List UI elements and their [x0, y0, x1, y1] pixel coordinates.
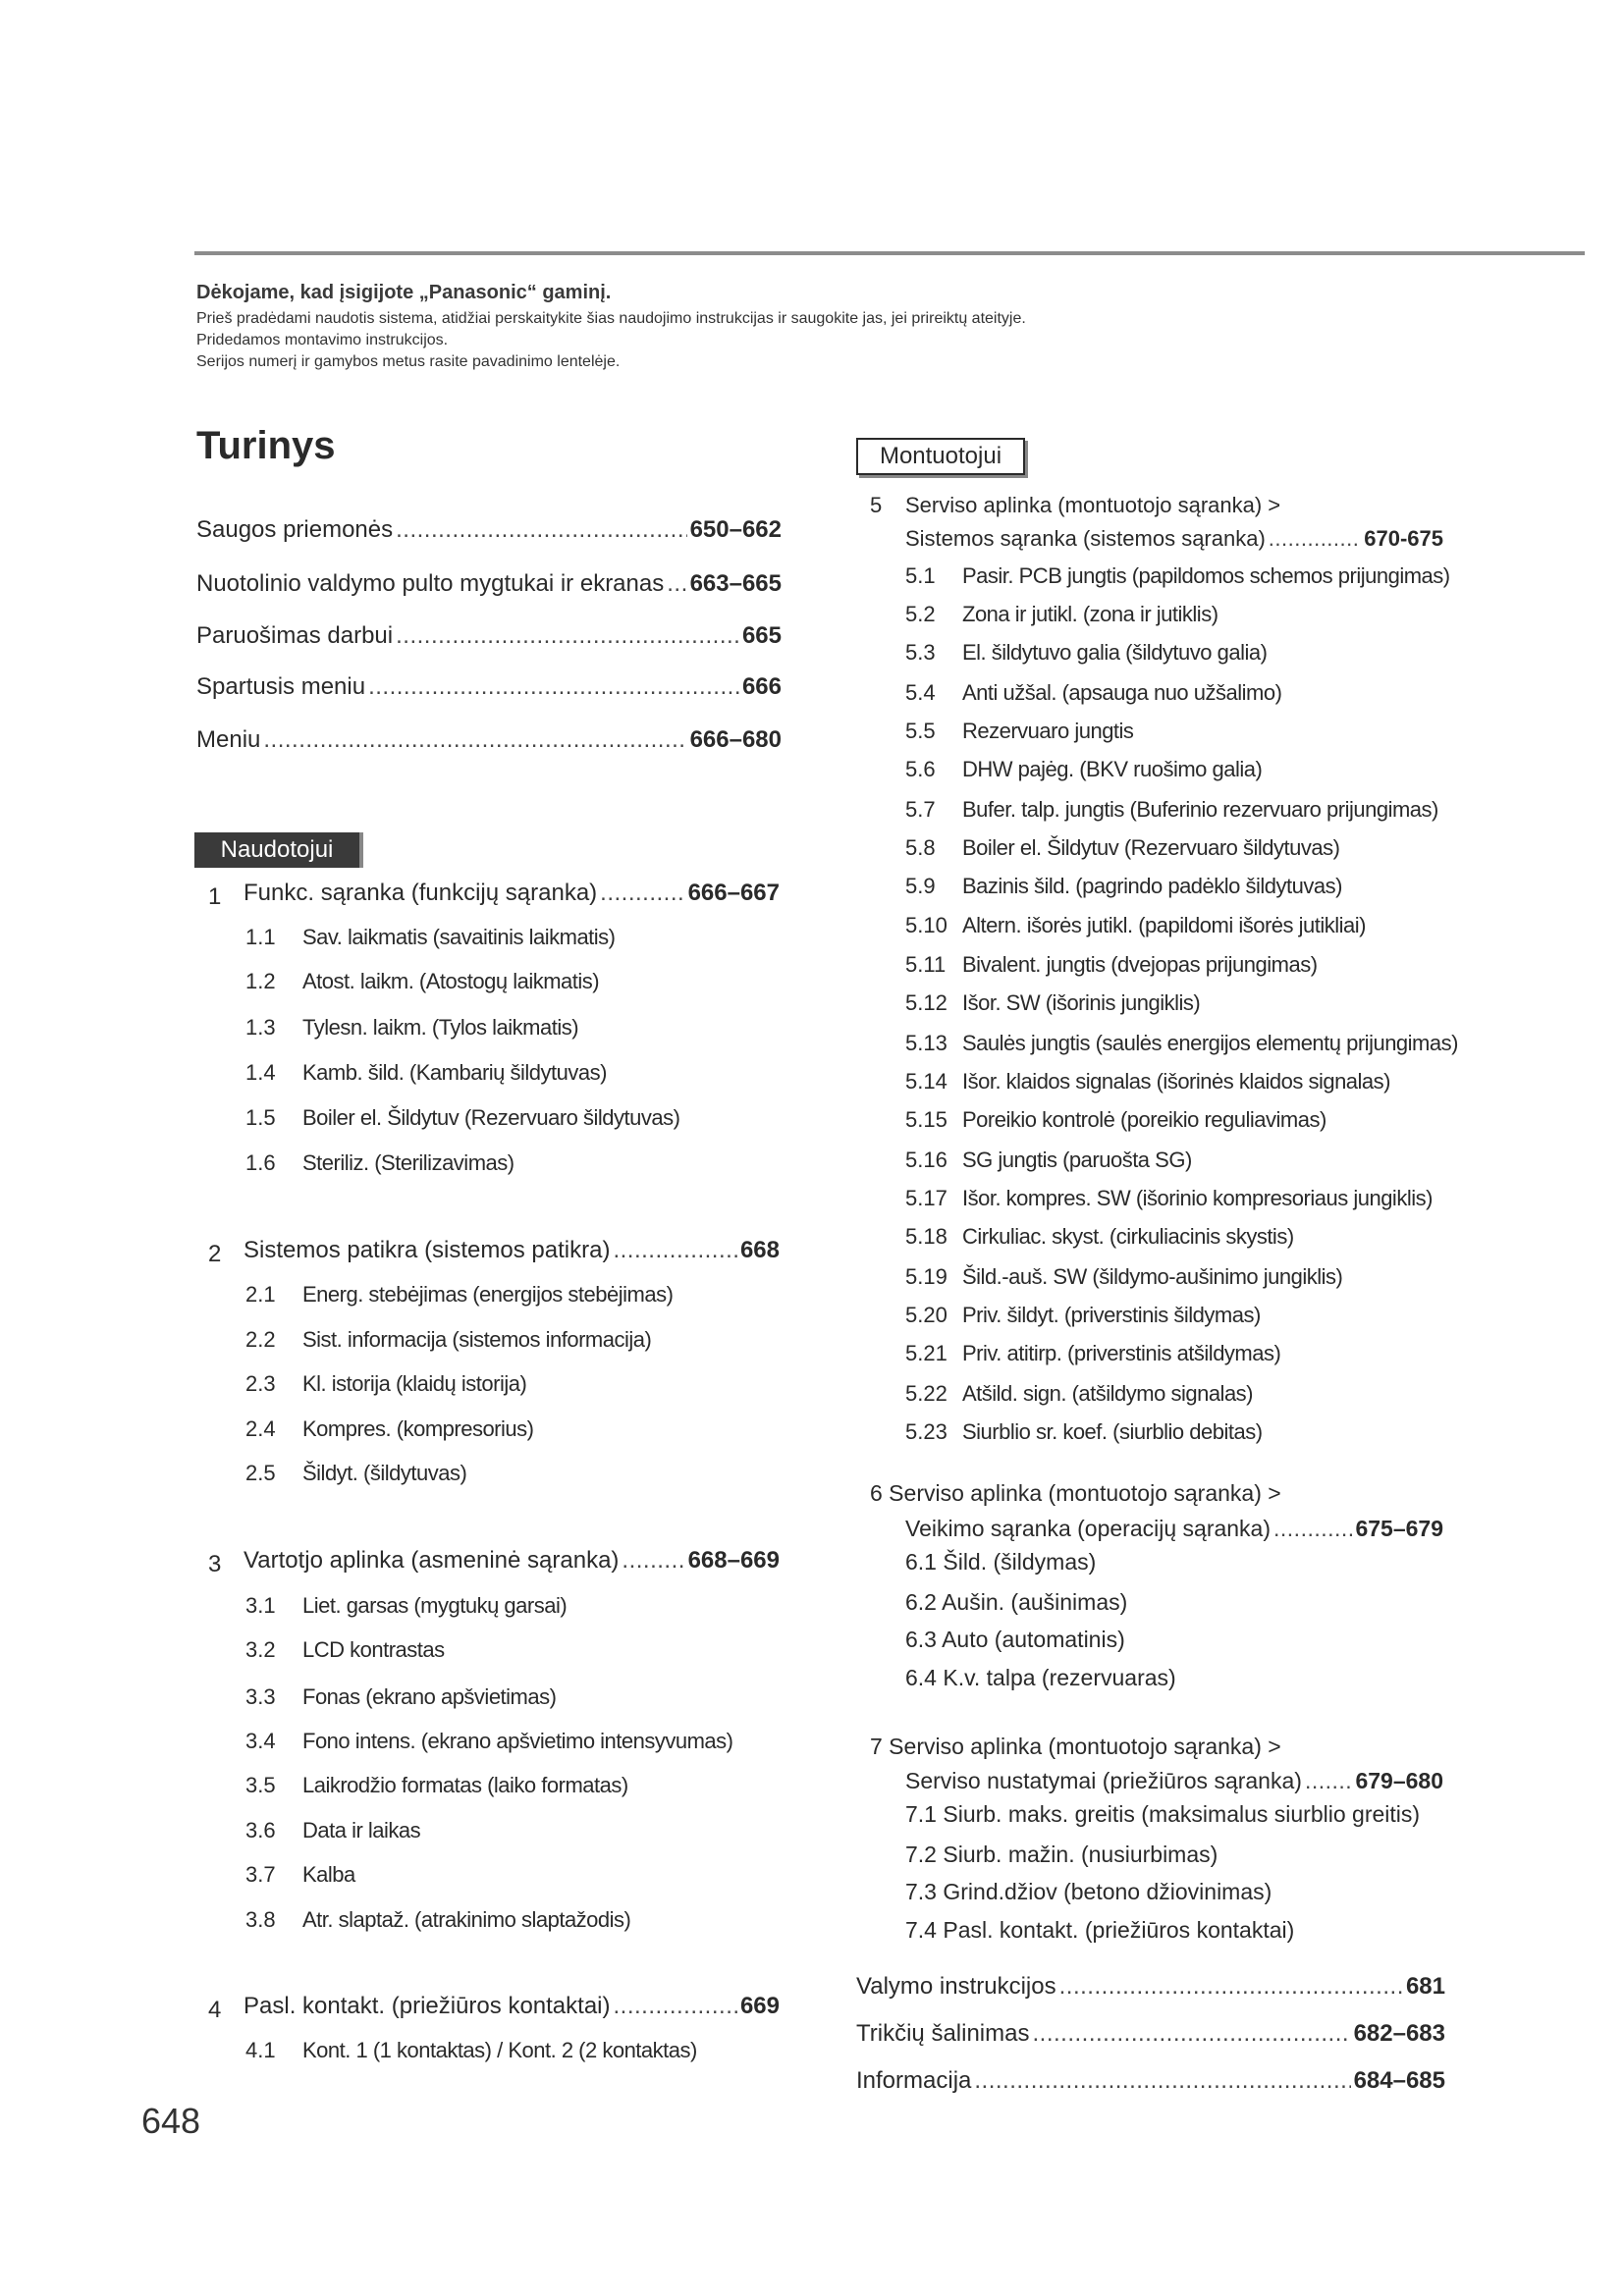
subsection-item[interactable]: 5.12 Išor. SW (išorinis jungiklis) [905, 990, 1201, 1015]
subsection-item[interactable]: 3.7 Kalba [245, 1862, 355, 1887]
subsection-item[interactable]: 5.17 Išor. kompres. SW (išorinio kompresoriaus jungiklis) [905, 1186, 1433, 1210]
subsection-item[interactable]: 3.3 Fonas (ekrano apšvietimas) [245, 1684, 557, 1709]
subsection-item[interactable]: 3.8 Atr. slaptaž. (atrakinimo slaptažodis) [245, 1907, 631, 1932]
subsection-item[interactable]: 3.2 LCD kontrastas [245, 1637, 445, 1662]
subsection-item[interactable]: 7.4 Pasl. kontakt. (priežiūros kontaktai) [905, 1917, 1295, 1943]
subsection-item[interactable]: 5.20 Priv. šildyt. (priverstinis šildymas) [905, 1303, 1261, 1327]
page-number: 648 [141, 2101, 201, 2141]
subsection-item[interactable]: 5.8 Boiler el. Šildytuv (Rezervuaro šildytuvas) [905, 835, 1340, 860]
toc-entry[interactable]: Paruošimas darbui ..... 665 [196, 622, 782, 650]
subsection-item[interactable]: 5.15 Poreikio kontrolė (poreikio reguliavimas) [905, 1107, 1326, 1132]
subsection-item[interactable]: 2.4 Kompres. (kompresorius) [245, 1416, 534, 1441]
section-number: 3 [208, 1551, 222, 1577]
toc-entry[interactable]: Sistemos patikra (sistemos patikra) ..... 668 [244, 1237, 780, 1264]
toc-entry[interactable]: Nuotolinio valdymo pulto mygtukai ir ekranas ..... 663–665 [196, 570, 782, 598]
toc-entry[interactable]: Saugos priemonės ..... 650–662 [196, 516, 782, 544]
subsection-item[interactable]: 5.22 Atšild. sign. (atšildymo signalas) [905, 1381, 1254, 1406]
subsection-item[interactable]: 2.3 Kl. istorija (klaidų istorija) [245, 1371, 527, 1396]
subsection-item[interactable]: 2.1 Energ. stebėjimas (energijos stebėjimas) [245, 1282, 674, 1307]
subsection-item[interactable]: 1.3 Tylesn. laikm. (Tylos laikmatis) [245, 1015, 579, 1040]
subsection-item[interactable]: 5.14 Išor. klaidos signalas (išorinės klaidos signalas) [905, 1069, 1390, 1094]
subsection-item[interactable]: 2.2 Sist. informacija (sistemos informacija) [245, 1327, 652, 1352]
subsection-item[interactable]: 5.9 Bazinis šild. (pagrindo padėklo šildytuvas) [905, 874, 1342, 898]
section-number: 5 [870, 493, 883, 517]
thanks-heading: Dėkojame, kad įsigijote „Panasonic“ gaminį. [196, 282, 612, 303]
section-heading-line: 6 Serviso aplinka (montuotojo sąranka) > [870, 1480, 1281, 1506]
subsection-item[interactable]: 5.11 Bivalent. jungtis (dvejopas prijungimas) [905, 952, 1318, 977]
subsection-item[interactable]: 3.6 Data ir laikas [245, 1818, 421, 1842]
toc-entry[interactable]: Trikčių šalinimas ..... 682–683 [856, 2020, 1445, 2048]
subsection-item[interactable]: 6.4 K.v. talpa (rezervuaras) [905, 1665, 1176, 1690]
toc-entry[interactable]: Veikimo sąranka (operacijų sąranka) ..... 675–679 [905, 1516, 1443, 1542]
subsection-item[interactable]: 5.16 SG jungtis (paruošta SG) [905, 1148, 1192, 1172]
subsection-item[interactable]: 1.2 Atost. laikm. (Atostogų laikmatis) [245, 969, 600, 993]
section-number: 4 [208, 1997, 222, 2023]
subsection-item[interactable]: 3.5 Laikrodžio formatas (laiko formatas) [245, 1773, 628, 1797]
subsection-item[interactable]: 6.1 Šild. (šildymas) [905, 1549, 1097, 1575]
subsection-item[interactable]: 3.1 Liet. garsas (mygtukų garsai) [245, 1593, 568, 1618]
section-heading-line: Serviso aplinka (montuotojo sąranka) > [905, 493, 1281, 517]
subsection-item[interactable]: 5.2 Zona ir jutikl. (zona ir jutiklis) [905, 602, 1218, 626]
subsection-item[interactable]: 5.18 Cirkuliac. skyst. (cirkuliacinis skystis) [905, 1224, 1294, 1249]
subsection-item[interactable]: 1.6 Steriliz. (Sterilizavimas) [245, 1150, 514, 1175]
section-heading-line: 7 Serviso aplinka (montuotojo sąranka) > [870, 1734, 1281, 1759]
subsection-item[interactable]: 5.1 Pasir. PCB jungtis (papildomos schemos prijungimas) [905, 563, 1450, 588]
subsection-item[interactable]: 1.5 Boiler el. Šildytuv (Rezervuaro šildytuvas) [245, 1105, 680, 1130]
subsection-item[interactable]: 1.4 Kamb. šild. (Kambarių šildytuvas) [245, 1060, 607, 1085]
subsection-item[interactable]: 5.13 Saulės jungtis (saulės energijos elementų prijungimas) [905, 1031, 1458, 1055]
subsection-item[interactable]: 7.3 Grind.džiov (betono džiovinimas) [905, 1879, 1272, 1904]
section-number: 2 [208, 1241, 222, 1267]
subsection-item[interactable]: 6.2 Aušin. (aušinimas) [905, 1589, 1128, 1615]
subsection-item[interactable]: 3.4 Fono intens. (ekrano apšvietimo intensyvumas) [245, 1729, 733, 1753]
subsection-item[interactable]: 5.23 Siurblio sr. koef. (siurblio debitas) [905, 1419, 1263, 1444]
toc-entry[interactable]: Informacija ..... 684–685 [856, 2067, 1445, 2095]
subsection-item[interactable]: 5.7 Bufer. talp. jungtis (Buferinio rezervuaro prijungimas) [905, 797, 1438, 822]
subsection-item[interactable]: 4.1 Kont. 1 (1 kontaktas) / Kont. 2 (2 kontaktas) [245, 2038, 697, 2062]
section-number: 1 [208, 883, 222, 910]
intro-line: Serijos numerį ir gamybos metus rasite pavadinimo lentelėje. [196, 353, 621, 370]
toc-entry[interactable]: Funkc. sąranka (funkcijų sąranka) ..... 666–667 [244, 880, 780, 907]
subsection-item[interactable]: 5.5 Rezervuaro jungtis [905, 719, 1134, 743]
toc-entry[interactable]: Pasl. kontakt. (priežiūros kontaktai) ..... 669 [244, 1993, 780, 2020]
subsection-item[interactable]: 1.1 Sav. laikmatis (savaitinis laikmatis) [245, 925, 616, 949]
toc-entry[interactable]: Sistemos sąranka (sistemos sąranka) ..... 670-675 [905, 526, 1443, 552]
toc-entry[interactable]: Serviso nustatymai (priežiūros sąranka) ..... 679–680 [905, 1768, 1443, 1794]
subsection-item[interactable]: 7.1 Siurb. maks. greitis (maksimalus siurblio greitis) [905, 1801, 1421, 1827]
intro-line: Prieš pradėdami naudotis sistema, atidžiai perskaitykite šias naudojimo instrukcijas ir saugokite jas, jei prireiktų ateityje. [196, 310, 1026, 327]
installer-section-badge: Montuotojui [856, 438, 1025, 475]
page-title: Turinys [196, 424, 336, 467]
subsection-item[interactable]: 5.3 El. šildytuvo galia (šildytuvo galia) [905, 640, 1268, 665]
toc-entry[interactable]: Valymo instrukcijos ..... 681 [856, 1973, 1445, 2001]
toc-entry[interactable]: Spartusis meniu ..... 666 [196, 673, 782, 701]
toc-entry[interactable]: Meniu ..... 666–680 [196, 726, 782, 754]
subsection-item[interactable]: 6.3 Auto (automatinis) [905, 1627, 1125, 1652]
intro-line: Pridedamos montavimo instrukcijos. [196, 332, 449, 348]
user-section-badge: Naudotojui [194, 832, 363, 868]
subsection-item[interactable]: 7.2 Siurb. mažin. (nusiurbimas) [905, 1842, 1218, 1867]
subsection-item[interactable]: 5.10 Altern. išorės jutikl. (papildomi išorės jutikliai) [905, 913, 1366, 937]
subsection-item[interactable]: 2.5 Šildyt. (šildytuvas) [245, 1461, 467, 1485]
subsection-item[interactable]: 5.21 Priv. atitirp. (priverstinis atšildymas) [905, 1341, 1281, 1365]
toc-entry[interactable]: Vartotjo aplinka (asmeninė sąranka) ..... 668–669 [244, 1547, 780, 1575]
header-rule [194, 251, 1585, 255]
intro-block [196, 281, 1571, 373]
subsection-item[interactable]: 5.4 Anti užšal. (apsauga nuo užšalimo) [905, 680, 1282, 705]
subsection-item[interactable]: 5.19 Šild.-auš. SW (šildymo-aušinimo jungiklis) [905, 1264, 1343, 1289]
subsection-item[interactable]: 5.6 DHW pajėg. (BKV ruošimo galia) [905, 757, 1263, 781]
